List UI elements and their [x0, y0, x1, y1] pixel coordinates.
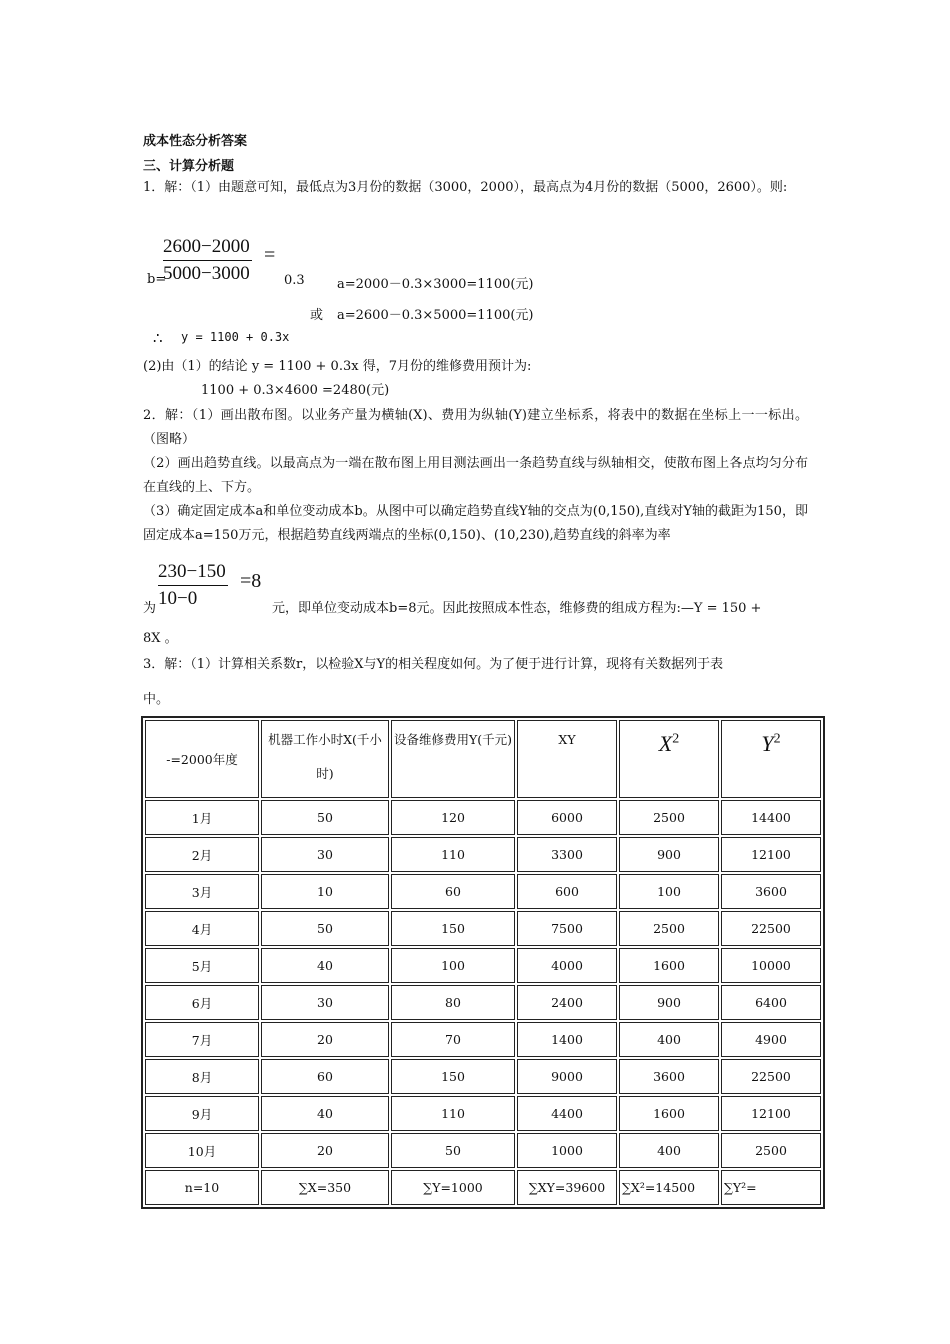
- table-cell: 1600: [619, 948, 719, 983]
- section-heading: 三、计算分析题: [143, 159, 235, 174]
- table-cell: 40: [261, 948, 389, 983]
- table-cell: 900: [619, 837, 719, 872]
- slope-prefix: 为: [143, 601, 157, 616]
- table-cell: 50: [261, 911, 389, 946]
- q2-slope-tail: 8X 。: [143, 631, 178, 646]
- table-cell: 6月: [145, 985, 259, 1020]
- q1-part2-calc: 1100 + 0.3×4600 =2480(元): [201, 383, 390, 398]
- table-cell: 2月: [145, 837, 259, 872]
- table-cell: 80: [391, 985, 515, 1020]
- table-row: [145, 911, 821, 946]
- table-cell: 100: [619, 874, 719, 909]
- table-cell: 4900: [721, 1022, 821, 1057]
- header-x-squared: $X^2$: [619, 720, 719, 798]
- table-cell: 40: [261, 1096, 389, 1131]
- a-equation-2: a=2600－0.3×5000=1100(元): [337, 308, 534, 323]
- table-row: [145, 1096, 821, 1131]
- table-cell: 30: [261, 985, 389, 1020]
- table-row: [145, 985, 821, 1020]
- q2-frac-denominator: 10−0: [158, 588, 198, 609]
- table-cell: 50: [261, 800, 389, 835]
- table-cell: 3月: [145, 874, 259, 909]
- table-cell: 70: [391, 1022, 515, 1057]
- table-cell: 10月: [145, 1133, 259, 1168]
- table-cell: 10: [261, 874, 389, 909]
- table-cell: 3600: [721, 874, 821, 909]
- q2-fraction: [158, 561, 228, 610]
- table-cell: 4月: [145, 911, 259, 946]
- table-cell: 1月: [145, 800, 259, 835]
- table-row: [145, 874, 821, 909]
- table-cell: 6000: [517, 800, 617, 835]
- q2-step2: （2）画出趋势直线。以最高点为一端在散布图上用目测法画出一条趋势直线与纵轴相交，使散布图上各点均匀分布在直线的上、下方。: [143, 456, 808, 495]
- q1-result: y = 1100 + 0.3x: [181, 330, 290, 344]
- total-sum-xy: ∑XY=39600: [517, 1170, 617, 1205]
- table-cell: 400: [619, 1022, 719, 1057]
- table-cell: 4400: [517, 1096, 617, 1131]
- q1-fraction: [163, 236, 252, 285]
- table-cell: 600: [517, 874, 617, 909]
- table-cell: 8月: [145, 1059, 259, 1094]
- table-cell: 20: [261, 1022, 389, 1057]
- total-sum-y: ∑Y=1000: [391, 1170, 515, 1205]
- header-xy: XY: [517, 720, 617, 798]
- table-cell: 7月: [145, 1022, 259, 1057]
- a-equation-1: a=2000－0.3×3000=1100(元): [337, 277, 534, 292]
- total-n: n=10: [145, 1170, 259, 1205]
- therefore-symbol: ∴: [153, 329, 163, 347]
- table-row: [145, 1059, 821, 1094]
- doc-title: 成本性态分析答案: [143, 134, 248, 149]
- total-sum-x2: ∑X²=14500: [619, 1170, 719, 1205]
- table-cell: 100: [391, 948, 515, 983]
- total-sum-y2: ∑Y²=: [721, 1170, 821, 1205]
- q1-intro: 1．解：（1）由题意可知，最低点为3月份的数据（3000，2000），最高点为4月份的数据（5000，2600）。则:: [143, 180, 788, 195]
- table-cell: 120: [391, 800, 515, 835]
- table-cell: 9月: [145, 1096, 259, 1131]
- table-cell: 150: [391, 911, 515, 946]
- table-row: [145, 800, 821, 835]
- table-cell: 1600: [619, 1096, 719, 1131]
- header-y-squared: $Y^2$: [721, 720, 821, 798]
- table-cell: 10000: [721, 948, 821, 983]
- table-row: [145, 948, 821, 983]
- q2-step1: 2．解：（1）画出散布图。以业务产量为横轴(X)、费用为纵轴(Y)建立坐标系，将表中的数据在坐标上一一标出。（图略）: [143, 408, 808, 447]
- q1-frac-denominator: 5000−3000: [163, 263, 250, 284]
- table-cell: 9000: [517, 1059, 617, 1094]
- q1-part2: (2)由（1）的结论 y = 1100 + 0.3x 得，7月份的维修费用预计为:: [143, 359, 532, 374]
- q3-intro-cont: 中。: [143, 692, 170, 707]
- table-cell: 2500: [721, 1133, 821, 1168]
- table-cell: 400: [619, 1133, 719, 1168]
- header-year: -=2000年度: [145, 720, 259, 798]
- q2-frac-numerator: 230−150: [158, 561, 228, 586]
- table-cell: 50: [391, 1133, 515, 1168]
- table-cell: 12100: [721, 1096, 821, 1131]
- table-header-row: [145, 720, 821, 798]
- q2-step3: （3）确定固定成本a和单位变动成本b。从图中可以确定趋势直线Y轴的交点为(0,150),直线对Y轴的截距为150，即固定成本a=150万元，根据趋势直线两端点的坐标(0,150)、(10,230),趋势直线的斜率为率: [143, 504, 808, 543]
- table-row: [145, 1022, 821, 1057]
- table-row: [145, 1133, 821, 1168]
- data-table: [141, 716, 825, 1209]
- table-cell: 5月: [145, 948, 259, 983]
- table-cell: 20: [261, 1133, 389, 1168]
- table-cell: 12100: [721, 837, 821, 872]
- table-cell: 4000: [517, 948, 617, 983]
- q1-frac-numerator: 2600−2000: [163, 236, 252, 261]
- total-sum-x: ∑X=350: [261, 1170, 389, 1205]
- table-cell: 900: [619, 985, 719, 1020]
- table-row: [145, 837, 821, 872]
- table-cell: 22500: [721, 911, 821, 946]
- table-cell: 110: [391, 1096, 515, 1131]
- table-cell: 14400: [721, 800, 821, 835]
- table-cell: 30: [261, 837, 389, 872]
- table-cell: 7500: [517, 911, 617, 946]
- table-cell: 3600: [619, 1059, 719, 1094]
- header-x: 机器工作小时X(千小时): [261, 720, 389, 798]
- table-cell: 60: [261, 1059, 389, 1094]
- table-cell: 1400: [517, 1022, 617, 1057]
- table-cell: 3300: [517, 837, 617, 872]
- table-cell: 2400: [517, 985, 617, 1020]
- table-cell: 1000: [517, 1133, 617, 1168]
- b-value: 0.3: [284, 273, 305, 288]
- table-cell: 150: [391, 1059, 515, 1094]
- table-cell: 6400: [721, 985, 821, 1020]
- table-cell: 60: [391, 874, 515, 909]
- b-prefix: b=: [147, 272, 167, 287]
- table-cell: 2500: [619, 911, 719, 946]
- header-y: 设备维修费用Y(千元): [391, 720, 515, 798]
- table-totals-row: [145, 1170, 821, 1205]
- table-cell: 110: [391, 837, 515, 872]
- q1-equals: =: [264, 244, 276, 266]
- table-cell: 22500: [721, 1059, 821, 1094]
- or-label: 或: [310, 308, 324, 323]
- q3-intro: 3．解：（1）计算相关系数r，以检验X与Y的相关程度如何。为了便于进行计算，现将有关数据列于表: [143, 657, 724, 672]
- table-cell: 2500: [619, 800, 719, 835]
- q2-slope-text: 元，即单位变动成本b=8元。因此按照成本性态，维修费的组成方程为:—Y = 150 +: [272, 601, 762, 616]
- q2-equals: =8: [240, 570, 262, 592]
